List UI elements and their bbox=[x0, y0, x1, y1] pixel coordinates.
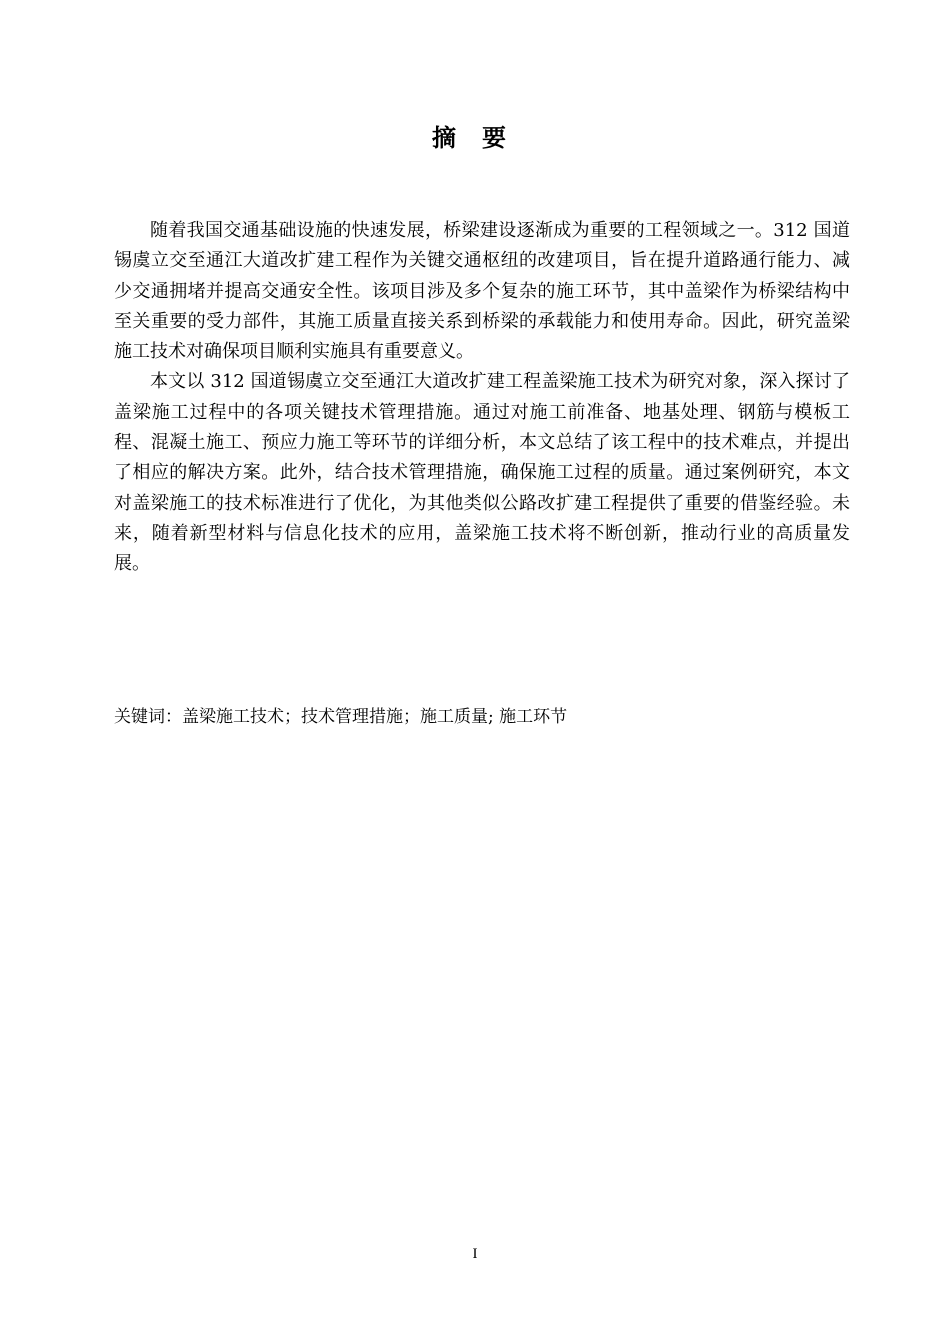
page-title: 摘要 bbox=[432, 124, 532, 152]
abstract-paragraph-2: 本文以 312 国道锡虞立交至通江大道改扩建工程盖梁施工技术为研究对象，深入探讨了盖梁施工过程中的各项关键技术管理措施。通过对施工前准备、地基处理、钢筋与模板工程、混凝土施工、预应力施工等环节的详细分析，本文总结了该工程中的技术难点，并提出了相应的解决方案。此外，结合技术管理措施，确保施工过程的质量。通过案例研究，本文对盖梁施工的技术标准进行了优化，为其他类似公路改扩建工程提供了重要的借鉴经验。未来，随着新型材料与信息化技术的应用，盖梁施工技术将不断创新，推动行业的高质量发展。 bbox=[114, 371, 850, 575]
keywords-text: 盖梁施工技术；技术管理措施；施工质量; 施工环节 bbox=[182, 707, 568, 727]
keywords-line bbox=[114, 703, 850, 731]
keywords-label: 关键词： bbox=[114, 707, 182, 727]
abstract-body bbox=[114, 216, 850, 580]
page-number: I bbox=[472, 1246, 478, 1262]
abstract-paragraph-1: 随着我国交通基础设施的快速发展，桥梁建设逐渐成为重要的工程领域之一。312 国道锡虞立交至通江大道改扩建工程作为关键交通枢纽的改建项目，旨在提升道路通行能力、减少交通拥堵并提高交通安全性。该项目涉及多个复杂的施工环节，其中盖梁作为桥梁结构中至关重要的受力部件，其施工质量直接关系到桥梁的承载能力和使用寿命。因此，研究盖梁施工技术对确保项目顺利实施具有重要意义。 bbox=[114, 220, 850, 363]
